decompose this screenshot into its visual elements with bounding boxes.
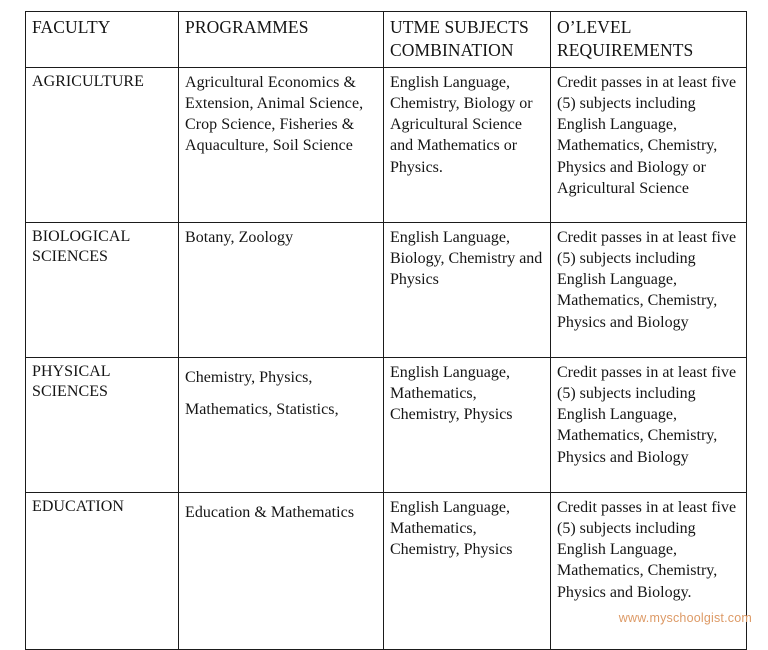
- column-header-olevel-requirements: O’LEVEL REQUIREMENTS: [551, 12, 747, 68]
- cell-faculty: BIOLOGICAL SCIENCES: [26, 222, 179, 357]
- cell-faculty: EDUCATION: [26, 492, 179, 649]
- cell-utme-subjects: English Language, Mathematics, Chemistry, Physics: [384, 492, 551, 649]
- table-row: [26, 67, 747, 222]
- cell-olevel-requirements: Credit passes in at least five (5) subjects including English Language, Mathematics, Chemistry, Physics and Biology: [551, 357, 747, 492]
- cell-utme-subjects: English Language, Biology, Chemistry and Physics: [384, 222, 551, 357]
- cell-programmes: Botany, Zoology: [179, 222, 384, 357]
- site-watermark: www.myschoolgist.com: [618, 611, 752, 625]
- cell-faculty: AGRICULTURE: [26, 67, 179, 222]
- admission-requirements-table: [25, 11, 747, 650]
- cell-utme-subjects: English Language, Mathematics, Chemistry, Physics: [384, 357, 551, 492]
- table-row: [26, 492, 747, 649]
- cell-olevel-requirements: Credit passes in at least five (5) subjects including English Language, Mathematics, Chemistry, Physics and Biology.: [551, 492, 747, 649]
- column-header-utme-subjects-combination: UTME SUBJECTS COMBINATION: [384, 12, 551, 68]
- cell-olevel-requirements: Credit passes in at least five (5) subjects including English Language, Mathematics, Chemistry, Physics and Biology or Agricultural Science: [551, 67, 747, 222]
- cell-programmes: Education & Mathematics: [179, 492, 384, 649]
- column-header-programmes: PROGRAMMES: [179, 12, 384, 68]
- cell-faculty: PHYSICAL SCIENCES: [26, 357, 179, 492]
- table-body: [26, 67, 747, 649]
- cell-programmes: Agricultural Economics & Extension, Animal Science, Crop Science, Fisheries & Aquaculture, Soil Science: [179, 67, 384, 222]
- table-header: [26, 12, 747, 68]
- column-header-faculty: FACULTY: [26, 12, 179, 68]
- table-row: [26, 357, 747, 492]
- cell-utme-subjects: English Language, Chemistry, Biology or Agricultural Science and Mathematics or Physics.: [384, 67, 551, 222]
- cell-programmes: Chemistry, Physics, Mathematics, Statistics,: [179, 357, 384, 492]
- table-header-row: [26, 12, 747, 68]
- cell-olevel-requirements: Credit passes in at least five (5) subjects including English Language, Mathematics, Chemistry, Physics and Biology: [551, 222, 747, 357]
- table-row: [26, 222, 747, 357]
